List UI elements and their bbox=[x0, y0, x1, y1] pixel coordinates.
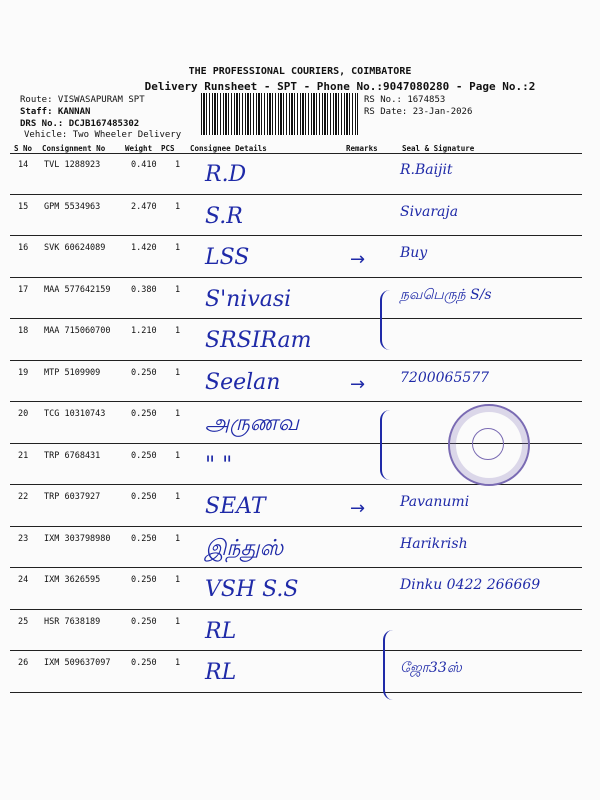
row-seal-signature: Pavanumi bbox=[400, 494, 470, 510]
row-pcs: 1 bbox=[175, 658, 181, 668]
row-divider bbox=[10, 235, 582, 236]
col-consignment: Consignment No bbox=[42, 144, 106, 153]
row-weight: 0.250 bbox=[131, 367, 157, 378]
row-consignee-signature: R.D bbox=[205, 162, 247, 187]
row-consignment: TRP 6037927 bbox=[44, 492, 101, 502]
row-divider bbox=[10, 194, 582, 195]
row-weight: 0.380 bbox=[131, 284, 157, 295]
row-sno: 18 bbox=[18, 326, 29, 336]
row-remark: → bbox=[350, 249, 366, 270]
row-consignment: IXM 303798980 bbox=[44, 533, 111, 544]
row-pcs: 1 bbox=[175, 326, 181, 336]
row-sno: 19 bbox=[18, 367, 29, 378]
row-pcs: 1 bbox=[175, 492, 181, 502]
row-seal-signature: நவபெருந் S/s bbox=[400, 286, 492, 303]
row-pcs: 1 bbox=[175, 409, 181, 419]
row-consignee-signature: SEAT bbox=[205, 494, 266, 519]
row-divider bbox=[10, 609, 582, 610]
row-divider bbox=[10, 318, 582, 319]
row-weight: 0.250 bbox=[131, 658, 157, 668]
row-seal-signature: Buy bbox=[400, 245, 428, 261]
row-weight: 0.250 bbox=[131, 409, 157, 419]
row-seal-signature: Harikrish bbox=[400, 535, 468, 552]
row-consignment: IXM 509637097 bbox=[44, 658, 111, 668]
row-pcs: 1 bbox=[175, 284, 181, 295]
col-weight: Weight bbox=[125, 144, 153, 153]
row-consignment: MAA 577642159 bbox=[44, 284, 111, 295]
col-remarks: Remarks bbox=[346, 144, 378, 153]
runsheet-title: Delivery Runsheet - SPT - Phone No.:9047080280 - Page No.:2 bbox=[144, 80, 536, 93]
row-divider bbox=[10, 401, 582, 402]
row-weight: 0.250 bbox=[131, 450, 157, 461]
row-consignment: GPM 5534963 bbox=[44, 201, 101, 212]
row-divider bbox=[10, 567, 582, 568]
row-seal-signature: R.Baijit bbox=[400, 162, 453, 178]
row-consignee-signature: RL bbox=[205, 618, 237, 644]
drs-number: DRS No.: DCJB167485302 bbox=[20, 119, 140, 129]
row-consignment: HSR 7638189 bbox=[44, 616, 101, 627]
row-sno: 25 bbox=[18, 616, 29, 627]
row-sno: 24 bbox=[18, 575, 29, 585]
route: Route: VISWASAPURAM SPT bbox=[20, 95, 145, 105]
row-weight: 0.250 bbox=[131, 533, 157, 544]
row-sno: 16 bbox=[18, 243, 29, 253]
row-consignment: TVL 1288923 bbox=[44, 160, 101, 170]
rs-date: RS Date: 23-Jan-2026 bbox=[364, 107, 473, 117]
row-pcs: 1 bbox=[175, 201, 181, 212]
row-consignee-signature: SRSIRam bbox=[205, 328, 312, 353]
row-consignee-signature: இந்துஸ் bbox=[205, 535, 284, 561]
row-consignee-signature: S'nivasi bbox=[205, 286, 292, 312]
row-sno: 15 bbox=[18, 201, 29, 212]
bracket-17-18 bbox=[380, 290, 392, 350]
col-consignee: Consignee Details bbox=[190, 144, 267, 153]
row-seal-signature: 7200065577 bbox=[400, 369, 490, 386]
row-pcs: 1 bbox=[175, 616, 181, 627]
row-consignee-signature: LSS bbox=[205, 245, 250, 270]
row-sno: 17 bbox=[18, 284, 29, 295]
row-divider bbox=[10, 277, 582, 278]
row-divider bbox=[10, 360, 582, 361]
row-pcs: 1 bbox=[175, 160, 181, 170]
row-sno: 23 bbox=[18, 533, 29, 544]
row-pcs: 1 bbox=[175, 243, 181, 253]
row-remark: → bbox=[350, 373, 366, 395]
seal-stamp-center bbox=[472, 428, 504, 460]
barcode bbox=[201, 93, 358, 135]
row-weight: 1.420 bbox=[131, 243, 157, 253]
row-consignment: TRP 6768431 bbox=[44, 450, 101, 461]
header-rule bbox=[10, 153, 582, 154]
row-weight: 2.470 bbox=[131, 201, 157, 212]
row-divider bbox=[10, 526, 582, 527]
row-consignee-signature: " " bbox=[205, 452, 233, 478]
row-consignment: SVK 60624089 bbox=[44, 243, 106, 253]
row-weight: 0.250 bbox=[131, 492, 157, 502]
row-consignment: IXM 3626595 bbox=[44, 575, 101, 585]
col-sno: S No bbox=[14, 144, 33, 153]
row-consignee-signature: அருணவ bbox=[205, 411, 299, 436]
row-consignment: MTP 5109909 bbox=[44, 367, 101, 378]
row-consignee-signature: RL bbox=[205, 660, 237, 685]
row-consignment: MAA 715060700 bbox=[44, 326, 111, 336]
rs-number: RS No.: 1674853 bbox=[364, 95, 446, 105]
row-sno: 14 bbox=[18, 160, 29, 170]
row-sno: 26 bbox=[18, 658, 29, 668]
staff: Staff: KANNAN bbox=[20, 107, 91, 117]
bracket-20-21 bbox=[380, 410, 392, 480]
row-pcs: 1 bbox=[175, 367, 181, 378]
row-weight: 1.210 bbox=[131, 326, 157, 336]
row-remark: → bbox=[350, 498, 366, 519]
company-name: THE PROFESSIONAL COURIERS, COIMBATORE bbox=[188, 66, 412, 77]
col-seal: Seal & Signature bbox=[402, 144, 475, 153]
bracket-25-26 bbox=[383, 630, 395, 700]
row-pcs: 1 bbox=[175, 450, 181, 461]
row-consignee-signature: Seelan bbox=[205, 369, 281, 395]
row-seal-signature: Sivaraja bbox=[400, 203, 459, 220]
row-consignment: TCG 10310743 bbox=[44, 409, 106, 419]
row-divider bbox=[10, 692, 582, 693]
row-seal-signature: Dinku 0422 266669 bbox=[400, 577, 541, 593]
row-sno: 21 bbox=[18, 450, 29, 461]
row-weight: 0.250 bbox=[131, 616, 157, 627]
row-divider bbox=[10, 650, 582, 651]
row-pcs: 1 bbox=[175, 575, 181, 585]
row-sno: 20 bbox=[18, 409, 29, 419]
row-consignee-signature: VSH S.S bbox=[205, 577, 299, 602]
row-sno: 22 bbox=[18, 492, 29, 502]
row-pcs: 1 bbox=[175, 533, 181, 544]
row-seal-signature: ஜோ33ஸ் bbox=[400, 660, 462, 676]
vehicle: Vehicle: Two Wheeler Delivery bbox=[24, 130, 182, 140]
row-consignee-signature: S.R bbox=[205, 203, 243, 229]
col-pcs: PCS bbox=[161, 144, 175, 153]
row-weight: 0.410 bbox=[131, 160, 157, 170]
row-weight: 0.250 bbox=[131, 575, 157, 585]
